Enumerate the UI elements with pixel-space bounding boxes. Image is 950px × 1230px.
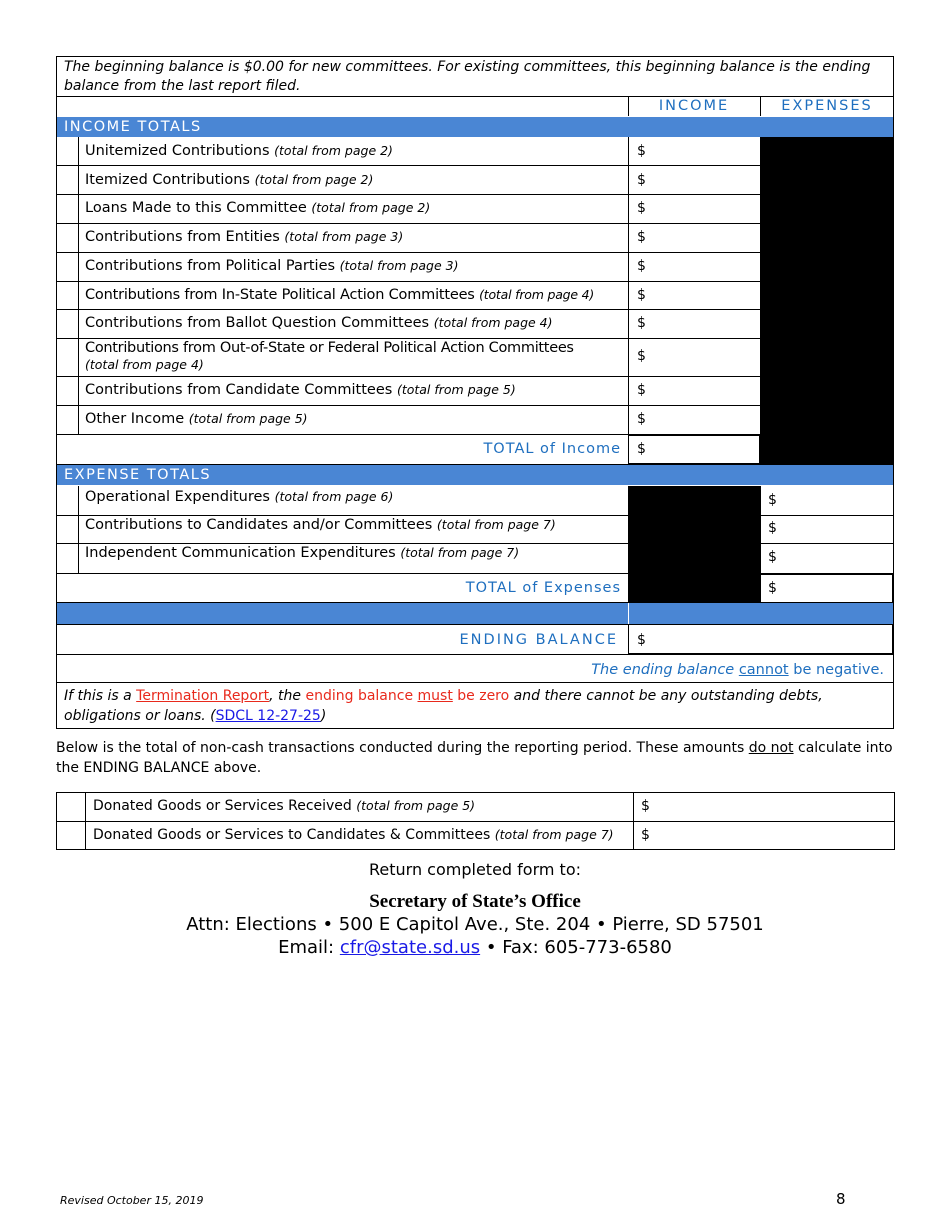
- ending-balance-negative-note: The ending balance cannot be negative.: [591, 662, 884, 678]
- income-row-amount-field[interactable]: $: [637, 200, 646, 216]
- page-number: 8: [836, 1190, 846, 1208]
- noncash-paragraph-line-2: the ENDING BALANCE above.: [56, 760, 262, 776]
- expense-row-amount-field[interactable]: $: [768, 520, 777, 536]
- income-row-label: Contributions from Ballot Question Committees (total from page 4): [85, 315, 553, 331]
- total-income-amount: $: [637, 441, 646, 457]
- noncash-paragraph-line-1: Below is the total of non-cash transactions conducted during the reporting period. These amounts do not calculate into: [56, 740, 893, 756]
- income-totals-title: INCOME TOTALS: [64, 119, 202, 135]
- ending-balance-field[interactable]: [628, 624, 894, 655]
- termination-note-line-2: obligations or loans. (SDCL 12-27-25): [64, 708, 327, 724]
- income-row-label: Contributions from Political Parties (total from page 3): [85, 258, 459, 274]
- income-row-note: (total from page 4): [85, 357, 204, 372]
- expense-row-label: Independent Communication Expenditures (total from page 7): [85, 545, 520, 561]
- income-row-label: Itemized Contributions (total from page 2): [85, 172, 374, 188]
- total-expenses-field[interactable]: [760, 573, 894, 603]
- income-blocked-area-expenses: [628, 486, 760, 602]
- expense-totals-title: EXPENSE TOTALS: [64, 467, 212, 483]
- income-row-amount-field[interactable]: $: [637, 172, 646, 188]
- revised-date: Revised October 15, 2019: [60, 1194, 204, 1207]
- income-row-label: Contributions from Out-of-State or Federal Political Action Committees: [85, 340, 574, 356]
- office-name: Secretary of State’s Office: [369, 891, 581, 912]
- income-row-amount-field[interactable]: $: [637, 143, 646, 159]
- total-expenses-amount: $: [768, 580, 777, 596]
- separator-bar: [57, 603, 893, 624]
- income-row-label: Other Income (total from page 5): [85, 411, 308, 427]
- income-row-amount-field[interactable]: $: [637, 382, 646, 398]
- income-row-label: Contributions from Candidate Committees (total from page 5): [85, 382, 516, 398]
- email-link[interactable]: cfr@state.sd.us: [339, 937, 481, 958]
- total-expenses-label: TOTAL of Expenses: [465, 580, 621, 596]
- noncash-row-label: Donated Goods or Services to Candidates & Committees (total from page 7): [93, 827, 614, 843]
- noncash-row-label: Donated Goods or Services Received (total from page 5): [93, 798, 476, 814]
- income-row-amount-field[interactable]: $: [637, 348, 646, 364]
- return-instructions: Return completed form to:: [369, 860, 581, 879]
- contact-line: Email: cfr@state.sd.us • Fax: 605-773-6580: [278, 937, 672, 958]
- income-row-amount-field[interactable]: $: [637, 315, 646, 331]
- total-income-label: TOTAL of Income: [483, 441, 621, 457]
- expense-row-amount-field[interactable]: $: [768, 549, 777, 565]
- income-row-label: Contributions from Entities (total from page 3): [85, 229, 404, 245]
- expense-row-label: Contributions to Candidates and/or Committees (total from page 7): [85, 517, 556, 533]
- income-row-label: Contributions from In-State Political Action Committees (total from page 4): [85, 287, 595, 303]
- intro-line-1: The beginning balance is $0.00 for new committees. For existing committees, this beginning balance is the ending: [64, 59, 871, 75]
- income-row-amount-field[interactable]: $: [637, 229, 646, 245]
- expenses-column-header: EXPENSES: [781, 98, 873, 114]
- income-column-header: INCOME: [658, 98, 730, 114]
- income-row-label: Loans Made to this Committee (total from page 2): [85, 200, 431, 216]
- total-income-field[interactable]: [628, 435, 760, 465]
- office-address: Attn: Elections • 500 E Capitol Ave., Ste. 204 • Pierre, SD 57501: [186, 914, 764, 935]
- income-row-amount-field[interactable]: $: [637, 411, 646, 427]
- noncash-row-amount-field[interactable]: $: [641, 798, 650, 814]
- noncash-row-amount-field[interactable]: $: [641, 827, 650, 843]
- income-row-label: Unitemized Contributions (total from page 2): [85, 143, 393, 159]
- ending-balance-amount: $: [637, 632, 646, 648]
- sdcl-link[interactable]: SDCL 12-27-25: [215, 708, 321, 724]
- income-row-amount-field[interactable]: $: [637, 258, 646, 274]
- ending-balance-label: ENDING BALANCE: [459, 632, 618, 648]
- expense-row-amount-field[interactable]: $: [768, 492, 777, 508]
- intro-line-2: balance from the last report filed.: [64, 78, 301, 94]
- expenses-blocked-area-income: [760, 137, 894, 465]
- termination-note-line-1: If this is a Termination Report, the ending balance must be zero and there cannot be any outstanding debts,: [64, 688, 823, 704]
- expense-row-label: Operational Expenditures (total from page 6): [85, 489, 394, 505]
- income-row-amount-field[interactable]: $: [637, 287, 646, 303]
